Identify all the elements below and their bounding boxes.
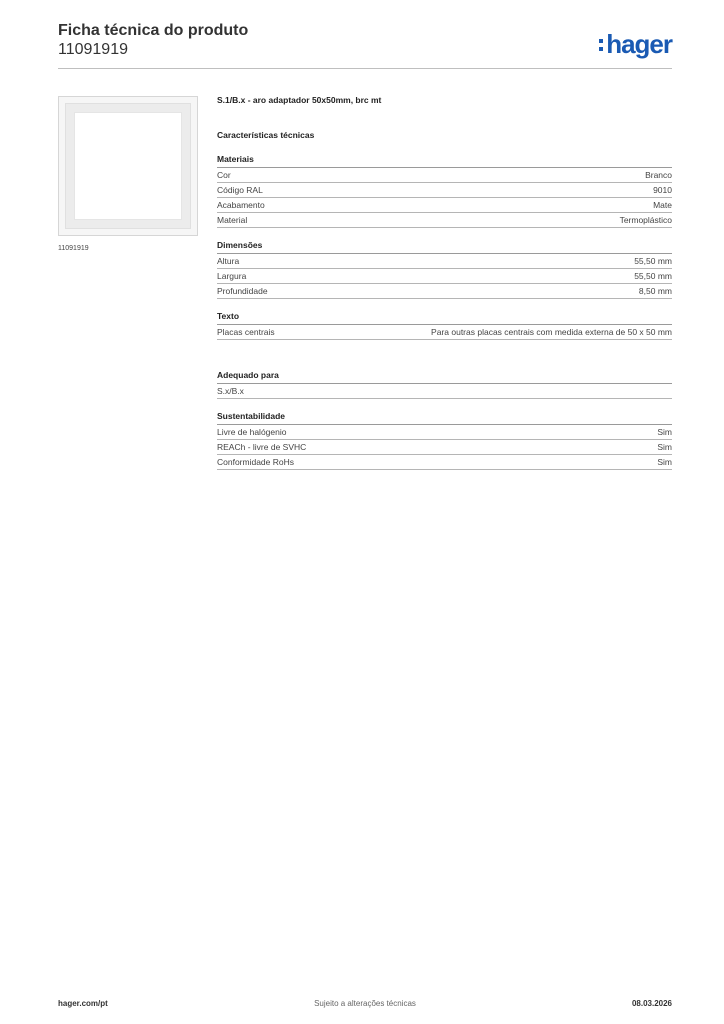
group-title: Adequado para <box>217 370 672 384</box>
product-name: S.1/B.x - aro adaptador 50x50mm, brc mt <box>217 95 382 105</box>
spec-row <box>217 254 672 269</box>
product-image <box>58 96 198 236</box>
spec-value: 55,50 mm <box>634 256 672 266</box>
spec-label: Livre de halógenio <box>217 427 287 437</box>
spec-value: Sim <box>657 442 672 452</box>
spec-label: Código RAL <box>217 185 263 195</box>
footer-date: 08.03.2026 <box>631 999 672 1008</box>
spec-label: Cor <box>217 170 231 180</box>
footer-website-link[interactable]: hager.com/pt <box>58 999 108 1008</box>
spec-row <box>217 183 672 198</box>
hager-logo <box>599 29 672 60</box>
spec-group <box>217 154 672 228</box>
adapter-frame-inner <box>74 112 182 220</box>
spec-label: Placas centrais <box>217 327 275 337</box>
spec-label: S.x/B.x <box>217 386 244 396</box>
logo-dots-icon <box>599 39 603 51</box>
spec-label: Profundidade <box>217 286 268 296</box>
group-title: Texto <box>217 311 672 325</box>
spec-value: Para outras placas centrais com medida externa de 50 x 50 mm <box>431 327 672 337</box>
spec-value: 9010 <box>653 185 672 195</box>
footer-disclaimer: Sujeito a alterações técnicas <box>314 999 416 1008</box>
spec-row <box>217 425 672 440</box>
section-heading: Características técnicas <box>217 130 315 140</box>
spec-value: Termoplástico <box>619 215 672 225</box>
spec-row <box>217 284 672 299</box>
spec-value: Sim <box>657 457 672 467</box>
spec-value: 55,50 mm <box>634 271 672 281</box>
spec-value: Sim <box>657 427 672 437</box>
spec-label: Altura <box>217 256 240 266</box>
spec-groups <box>217 154 672 470</box>
spec-value: 8,50 mm <box>638 286 672 296</box>
spec-content <box>217 95 672 470</box>
spec-row <box>217 440 672 455</box>
adapter-frame-outer <box>65 103 191 229</box>
spec-row <box>217 213 672 228</box>
spec-label: REACh - livre de SVHC <box>217 442 307 452</box>
spec-label: Material <box>217 215 248 225</box>
spec-row <box>217 384 672 399</box>
spec-label: Acabamento <box>217 200 265 210</box>
header-divider <box>58 68 672 69</box>
spec-row <box>217 455 672 470</box>
group-title: Materiais <box>217 154 672 168</box>
spec-row <box>217 168 672 183</box>
image-caption: 11091919 <box>58 245 89 252</box>
spec-label: Conformidade RoHs <box>217 457 295 467</box>
spec-label: Largura <box>217 271 247 281</box>
spec-group <box>217 411 672 470</box>
product-number: 11091919 <box>58 41 128 58</box>
spec-row <box>217 269 672 284</box>
spec-group <box>217 240 672 299</box>
group-title: Dimensões <box>217 240 672 254</box>
group-title: Sustentabilidade <box>217 411 672 425</box>
spec-value: Branco <box>645 170 672 180</box>
spec-group <box>217 311 672 340</box>
page-title: Ficha técnica do produto <box>58 22 249 39</box>
spec-row <box>217 325 672 340</box>
logo-text: hager <box>606 29 672 59</box>
spec-row <box>217 198 672 213</box>
spec-group <box>217 370 672 399</box>
spec-value: Mate <box>653 200 672 210</box>
page-header <box>58 20 672 68</box>
